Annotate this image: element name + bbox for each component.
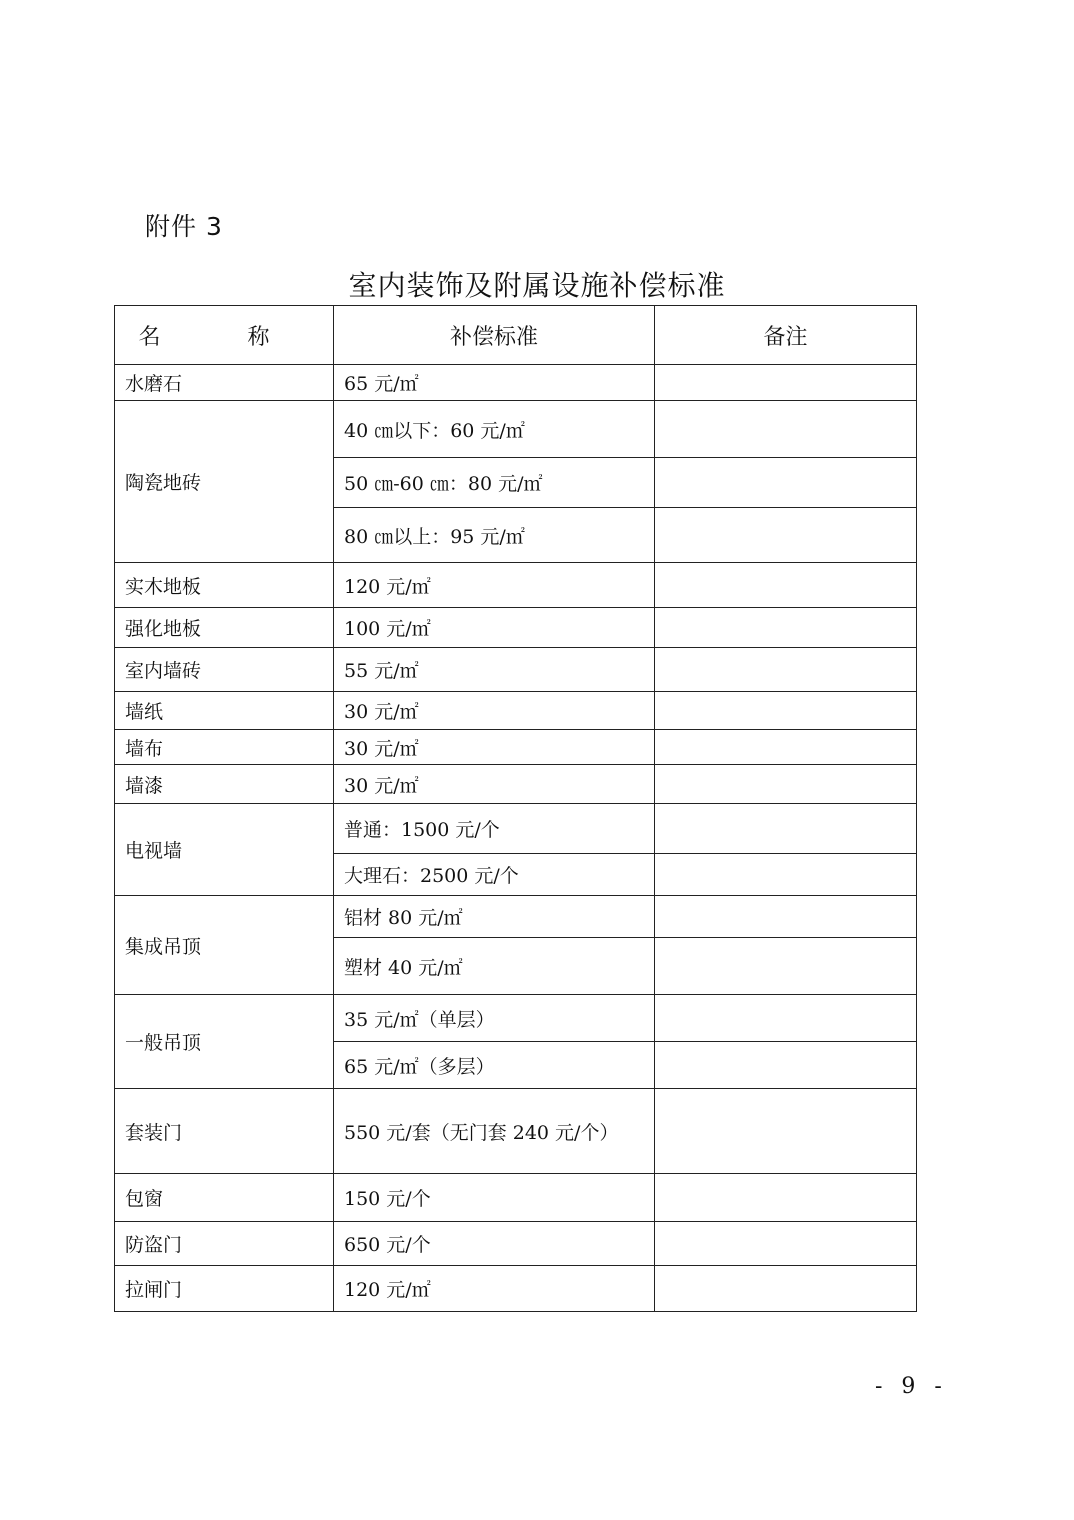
item-standard: 55 元/㎡ (334, 648, 655, 692)
item-note (655, 608, 917, 648)
item-note (655, 1174, 917, 1222)
item-standard: 80 ㎝以上：95 元/㎡ (334, 508, 655, 563)
item-name: 墙布 (115, 730, 334, 765)
item-name: 拉闸门 (115, 1266, 334, 1312)
item-note (655, 854, 917, 896)
item-name: 室内墙砖 (115, 648, 334, 692)
item-standard: 40 ㎝以下：60 元/㎡ (334, 401, 655, 458)
item-standard: 30 元/㎡ (334, 765, 655, 804)
header-note: 备注 (655, 306, 917, 365)
item-note (655, 365, 917, 401)
table-row (115, 648, 917, 692)
item-note (655, 648, 917, 692)
item-note (655, 508, 917, 563)
table-row (115, 765, 917, 804)
item-note (655, 1089, 917, 1174)
item-standard: 50 ㎝-60 ㎝：80 元/㎡ (334, 458, 655, 508)
table-row (115, 563, 917, 608)
table-row (115, 1222, 917, 1266)
item-standard: 650 元/个 (334, 1222, 655, 1266)
item-note (655, 765, 917, 804)
item-standard: 铝材 80 元/㎡ (334, 896, 655, 938)
table-row (115, 1089, 917, 1174)
table-row (115, 365, 917, 401)
item-standard: 65 元/㎡（多层） (334, 1042, 655, 1089)
item-note (655, 804, 917, 854)
item-note (655, 896, 917, 938)
item-standard: 30 元/㎡ (334, 692, 655, 730)
item-standard: 120 元/㎡ (334, 1266, 655, 1312)
header-name: 名 称 (115, 306, 334, 365)
table-row (115, 1266, 917, 1312)
item-name: 套装门 (115, 1089, 334, 1174)
header-standard: 补偿标准 (334, 306, 655, 365)
item-standard: 65 元/㎡ (334, 365, 655, 401)
page-number: - 9 - (875, 1374, 948, 1399)
item-name: 一般吊顶 (115, 995, 334, 1089)
item-standard: 100 元/㎡ (334, 608, 655, 648)
table-row (115, 730, 917, 765)
item-note (655, 563, 917, 608)
item-note (655, 1042, 917, 1089)
item-name: 实木地板 (115, 563, 334, 608)
compensation-table (114, 305, 917, 1312)
item-name: 电视墙 (115, 804, 334, 896)
table-row (115, 995, 917, 1042)
item-note (655, 692, 917, 730)
item-standard: 大理石：2500 元/个 (334, 854, 655, 896)
item-name: 集成吊顶 (115, 896, 334, 995)
item-standard: 35 元/㎡（单层） (334, 995, 655, 1042)
table-header-row (115, 306, 917, 365)
item-standard: 30 元/㎡ (334, 730, 655, 765)
item-standard: 550 元/套（无门套 240 元/个） (334, 1089, 655, 1174)
table-row (115, 1174, 917, 1222)
table-row (115, 804, 917, 854)
item-name: 包窗 (115, 1174, 334, 1222)
table-row (115, 401, 917, 458)
item-name: 陶瓷地砖 (115, 401, 334, 563)
item-name: 墙纸 (115, 692, 334, 730)
item-note (655, 1222, 917, 1266)
table-row (115, 692, 917, 730)
item-name: 墙漆 (115, 765, 334, 804)
attachment-label: 附件 3 (145, 212, 223, 241)
item-note (655, 995, 917, 1042)
item-name: 防盗门 (115, 1222, 334, 1266)
item-standard: 普通：1500 元/个 (334, 804, 655, 854)
item-name: 强化地板 (115, 608, 334, 648)
table-row (115, 896, 917, 938)
item-standard: 150 元/个 (334, 1174, 655, 1222)
document-title: 室内装饰及附属设施补偿标准 (348, 269, 726, 302)
item-note (655, 401, 917, 458)
item-note (655, 730, 917, 765)
item-name: 水磨石 (115, 365, 334, 401)
item-standard: 塑材 40 元/㎡ (334, 938, 655, 995)
table-row (115, 608, 917, 648)
item-standard: 120 元/㎡ (334, 563, 655, 608)
item-note (655, 938, 917, 995)
item-note (655, 1266, 917, 1312)
item-note (655, 458, 917, 508)
